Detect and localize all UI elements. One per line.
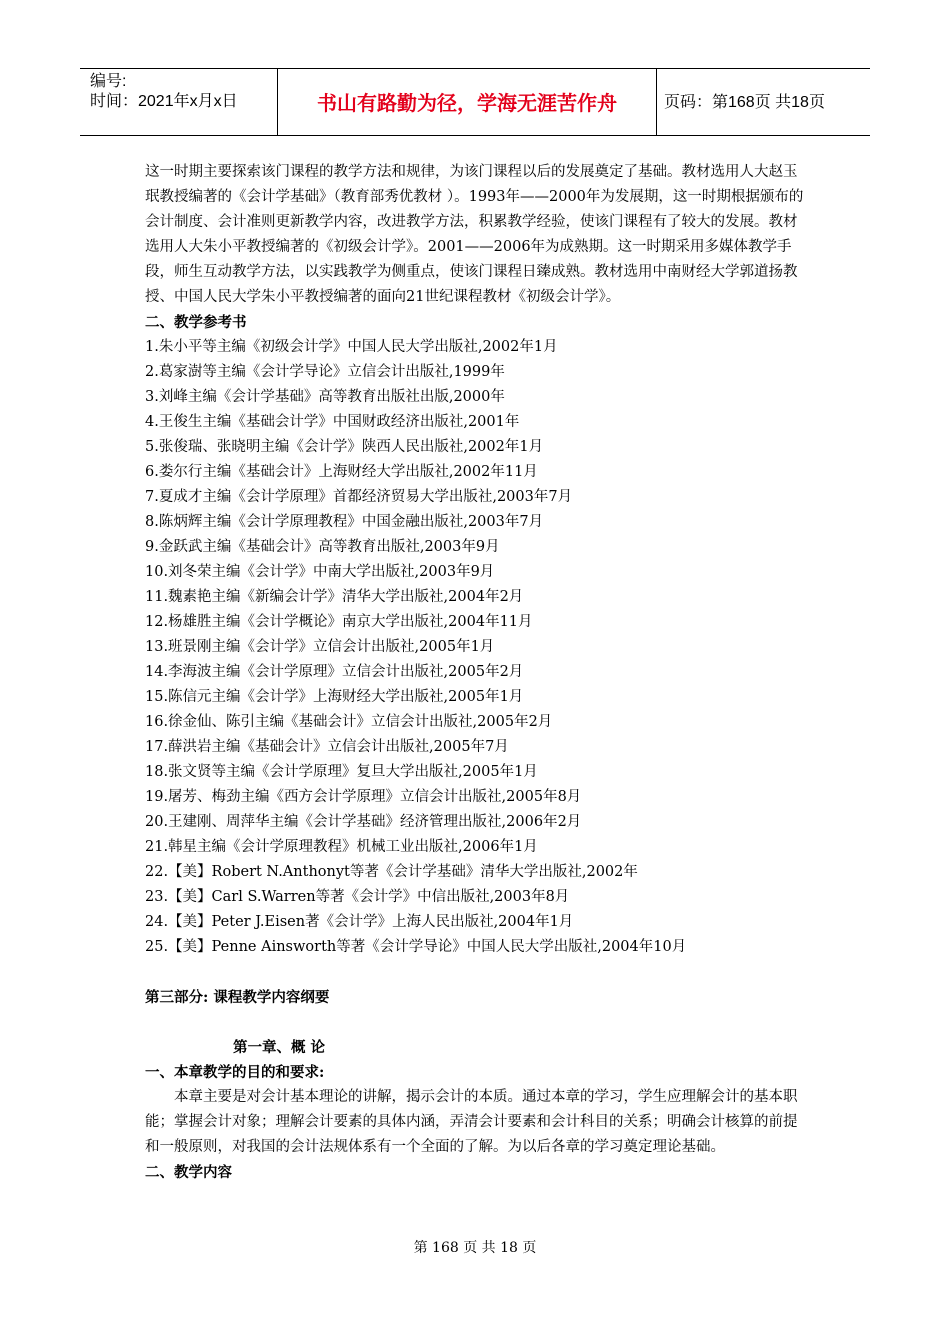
reference-item: 11.魏素艳主编《新编会计学》清华大学出版社,2004年2月 [145, 589, 524, 605]
header-top-rule [80, 68, 870, 69]
reference-item: 13.班景刚主编《会计学》立信会计出版社,2005年1月 [145, 639, 495, 655]
reference-item: 1.朱小平等主编《初级会计学》中国人民大学出版社,2002年1月 [145, 339, 558, 355]
reference-item: 23.【美】Carl S.Warren等著《会计学》中信出版社,2003年8月 [145, 889, 570, 905]
reference-item: 25.【美】Penne Ainsworth等著《会计学导论》中国人民大学出版社,2004年10月 [145, 939, 687, 955]
reference-item: 7.夏成才主编《会计学原理》首都经济贸易大学出版社,2003年7月 [145, 489, 573, 505]
intro-paragraph: 这一时期主要探索该门课程的教学方法和规律，为该门课程以后的发展奠定了基础。教材选用人大赵玉珉教授编著的《会计学基础》（教育部秀优教材 ）。1993年——2000年为发展期，这一时期根据颁布的会计制度、会计准则更新教学内容，改进教学方法，积累教学经验，使该门课程有了较大的发展。教材选用人大朱小平教授编著的《初级会计学》。2001——2006年为成熟期。这一时期采用多媒体教学手段，师生互动教学方法，以实践教学为侧重点，使该门课程日臻成熟。教材选用中南财经大学郭道扬教授、中国人民大学朱小平教授编著的面向21世纪课程教材《初级会计学》。 [145, 164, 804, 305]
header-left [90, 72, 238, 112]
reference-item: 17.薛洪岩主编《基础会计》立信会计出版社,2005年7月 [145, 739, 509, 755]
reference-item: 15.陈信元主编《会计学》上海财经大学出版社,2005年1月 [145, 689, 524, 705]
reference-list [145, 335, 810, 960]
reference-item: 19.屠芳、梅劲主编《西方会计学原理》立信会计出版社,2005年8月 [145, 789, 582, 805]
reference-item: 16.徐金仙、陈引主编《基础会计》立信会计出版社,2005年2月 [145, 714, 553, 730]
reference-item: 21.韩星主编《会计学原理教程》机械工业出版社,2006年1月 [145, 839, 538, 855]
reference-item: 22.【美】Robert N.Anthonyt等著《会计学基础》清华大学出版社,2002年 [145, 864, 638, 880]
reference-item: 9.金跃武主编《基础会计》高等教育出版社,2003年9月 [145, 539, 500, 555]
reference-item: 20.王建刚、周萍华主编《会计学基础》经济管理出版社,2006年2月 [145, 814, 582, 830]
reference-item: 24.【美】Peter J.Eisen著《会计学》上海人民出版社,2004年1月 [145, 914, 574, 930]
page-footer: 第 168 页 共 18 页 [413, 1240, 537, 1256]
chapter-title: 第一章、概 论 [233, 1039, 326, 1056]
document-number-label: 编号: [90, 73, 127, 90]
header-bottom-rule [80, 135, 870, 136]
objectives-paragraph: 本章主要是对会计基本理论的讲解，揭示会计的本质。通过本章的学习，学生应理解会计的基本职能；掌握会计对象；理解会计要素的具体内涵，弄清会计要素和会计科目的关系；明确会计核算的前提和一般原则，对我国的会计法规体系有一个全面的了解。为以后各章的学习奠定理论基础。 [145, 1089, 798, 1155]
reference-item: 5.张俊瑞、张晓明主编《会计学》陕西人民出版社,2002年1月 [145, 439, 544, 455]
spacer [145, 960, 810, 985]
reference-item: 8.陈炳辉主编《会计学原理教程》中国金融出版社,2003年7月 [145, 514, 544, 530]
spacer [145, 1010, 810, 1035]
reference-item: 12.杨雄胜主编《会计学概论》南京大学出版社,2004年11月 [145, 614, 533, 630]
references-heading: 二、教学参考书 [145, 314, 247, 331]
reference-item: 14.李海波主编《会计学原理》立信会计出版社,2005年2月 [145, 664, 524, 680]
reference-item: 4.王俊生主编《基础会计学》中国财政经济出版社,2001年 [145, 414, 520, 430]
document-date: 时间：2021年x月x日 [90, 93, 238, 110]
reference-item: 10.刘冬荣主编《会计学》中南大学出版社,2003年9月 [145, 564, 495, 580]
part-three-heading: 第三部分: 课程教学内容纲要 [145, 989, 330, 1006]
content-heading: 二、教学内容 [145, 1164, 232, 1181]
header-divider [656, 68, 657, 135]
reference-item: 18.张文贤等主编《会计学原理》复旦大学出版社,2005年1月 [145, 764, 538, 780]
document-body [145, 160, 810, 1185]
reference-item: 6.娄尔行主编《基础会计》上海财经大学出版社,2002年11月 [145, 464, 538, 480]
reference-item: 2.葛家澍等主编《会计学导论》立信会计出版社,1999年 [145, 364, 505, 380]
objectives-heading: 一、本章教学的目的和要求: [145, 1064, 325, 1081]
header-motto: 书山有路勤为径，学海无涯苦作舟 [317, 91, 617, 115]
reference-item: 3.刘峰主编《会计学基础》高等教育出版社出版,2000年 [145, 389, 505, 405]
header-page-number: 页码：第168页 共18页 [664, 94, 825, 111]
